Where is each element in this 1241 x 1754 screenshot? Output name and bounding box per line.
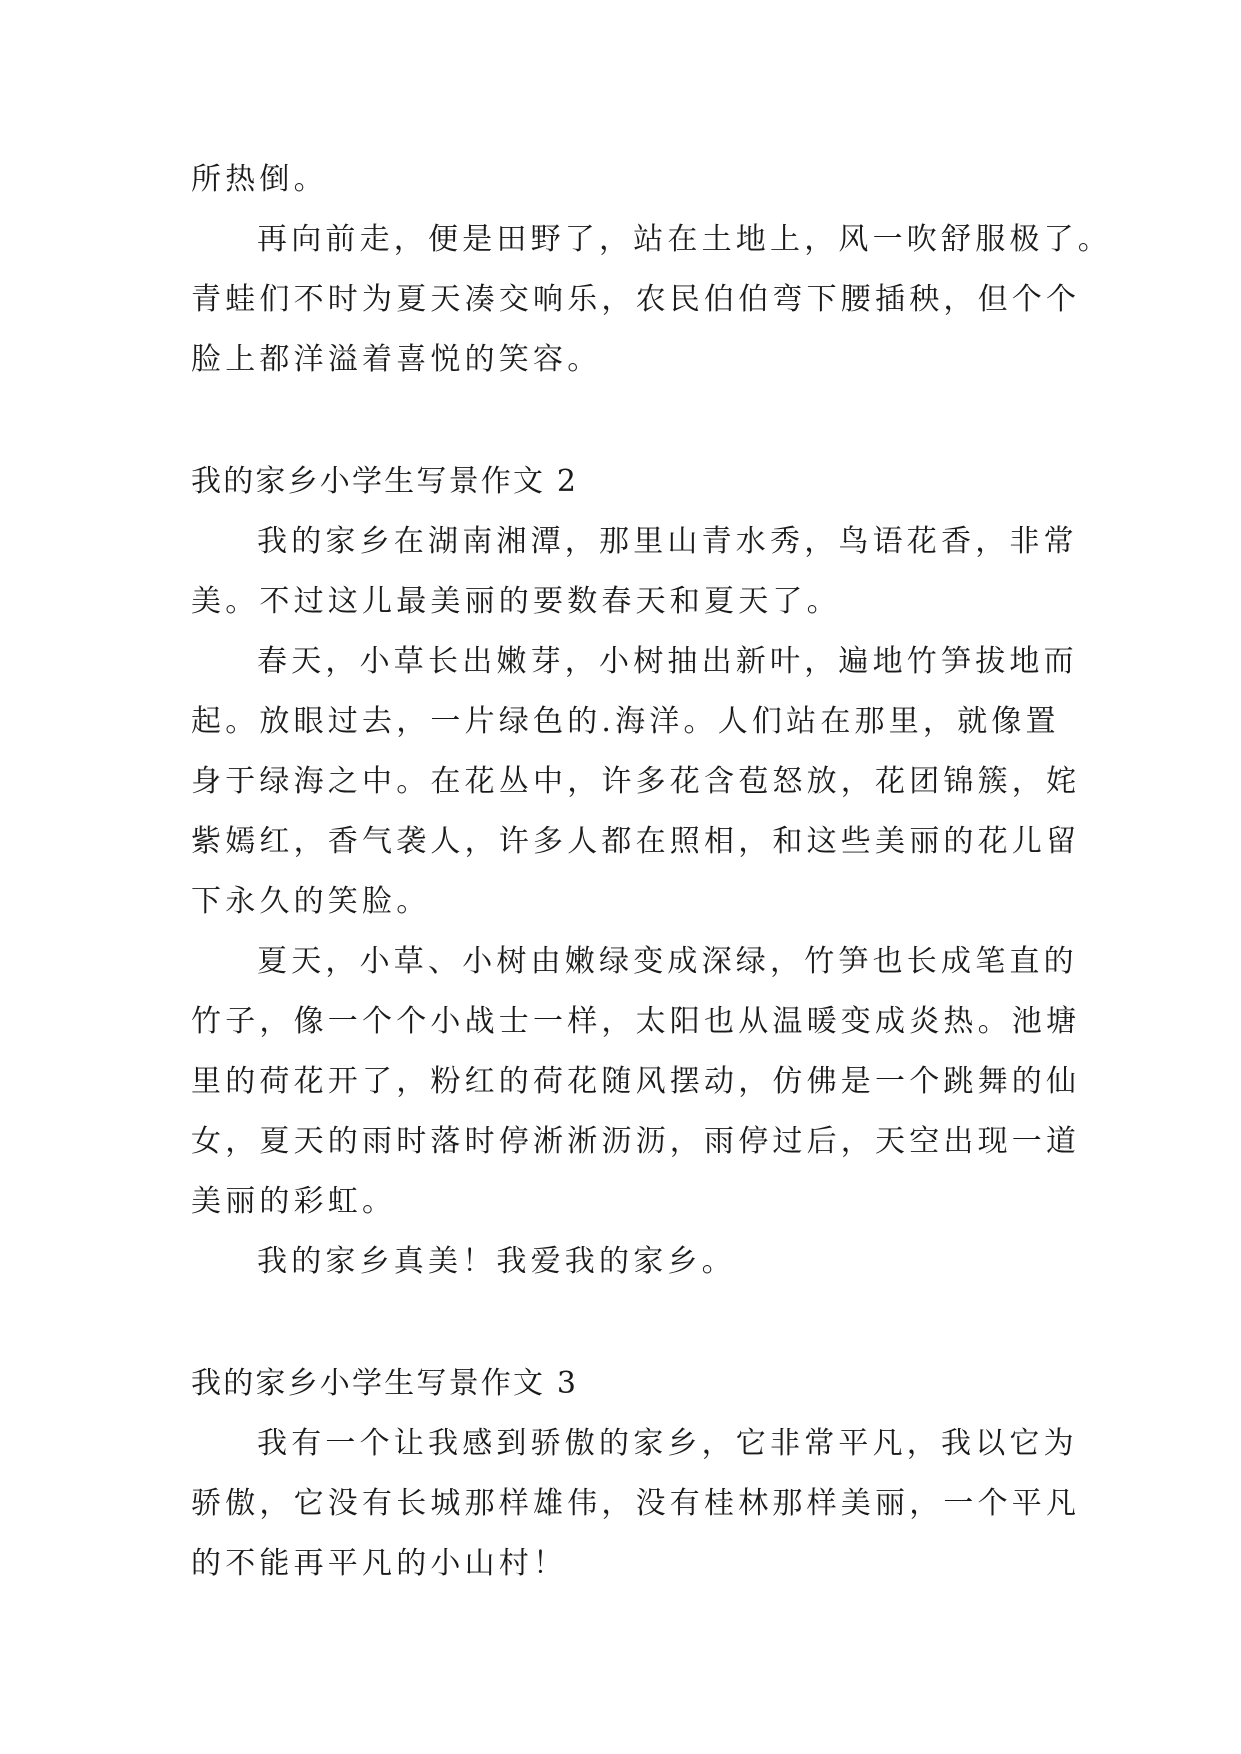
text-line: 脸上都洋溢着喜悦的笑容。 [191, 342, 602, 377]
paragraph-first-line: 我的家乡在湖南湘潭，那里山青水秀，鸟语花香，非常 [257, 524, 1078, 559]
paragraph-first-line: 夏天，小草、小树由嫩绿变成深绿，竹笋也长成笔直的 [257, 944, 1078, 979]
paragraph-first-line: 春天，小草长出嫩芽，小树抽出新叶，遍地竹笋拔地而 [257, 644, 1078, 679]
section-title: 我的家乡小学生写景作文 3 [191, 1366, 579, 1401]
section-gap [191, 390, 1061, 452]
text-line: 紫嫣红，香气袭人，许多人都在照相，和这些美丽的花儿留 [191, 824, 1081, 859]
text-line: 竹子，像一个个小战士一样，太阳也从温暖变成炎热。池塘 [191, 1004, 1081, 1039]
section-title: 我的家乡小学生写景作文 2 [191, 464, 579, 499]
text-line: 美丽的彩虹。 [191, 1184, 397, 1219]
section-gap [191, 1292, 1061, 1354]
text-line: 女，夏天的雨时落时停淅淅沥沥，雨停过后，天空出现一道 [191, 1124, 1081, 1159]
text-line: 下永久的笑脸。 [191, 884, 431, 919]
text-line: 里的荷花开了，粉红的荷花随风摆动，仿佛是一个跳舞的仙 [191, 1064, 1081, 1099]
text-line: 青蛙们不时为夏天凑交响乐，农民伯伯弯下腰插秧，但个个 [191, 282, 1081, 317]
document-page [191, 150, 1112, 1594]
paragraph-first-line: 我的家乡真美！我爱我的家乡。 [257, 1244, 736, 1279]
text-line: 起。放眼过去，一片绿色的.海洋。人们站在那里，就像置 [191, 704, 1060, 739]
text-line: 美。不过这儿最美丽的要数春天和夏天了。 [191, 584, 841, 619]
paragraph-first-line: 再向前走，便是田野了，站在土地上，风一吹舒服极了。 [257, 222, 1112, 257]
text-line: 身于绿海之中。在花丛中，许多花含苞怒放，花团锦簇，姹 [191, 764, 1081, 799]
text-line: 的不能再平凡的小山村！ [191, 1546, 568, 1581]
text-line: 所热倒。 [191, 162, 328, 197]
paragraph-first-line: 我有一个让我感到骄傲的家乡，它非常平凡，我以它为 [257, 1426, 1078, 1461]
text-line: 骄傲，它没有长城那样雄伟，没有桂林那样美丽，一个平凡 [191, 1486, 1081, 1521]
